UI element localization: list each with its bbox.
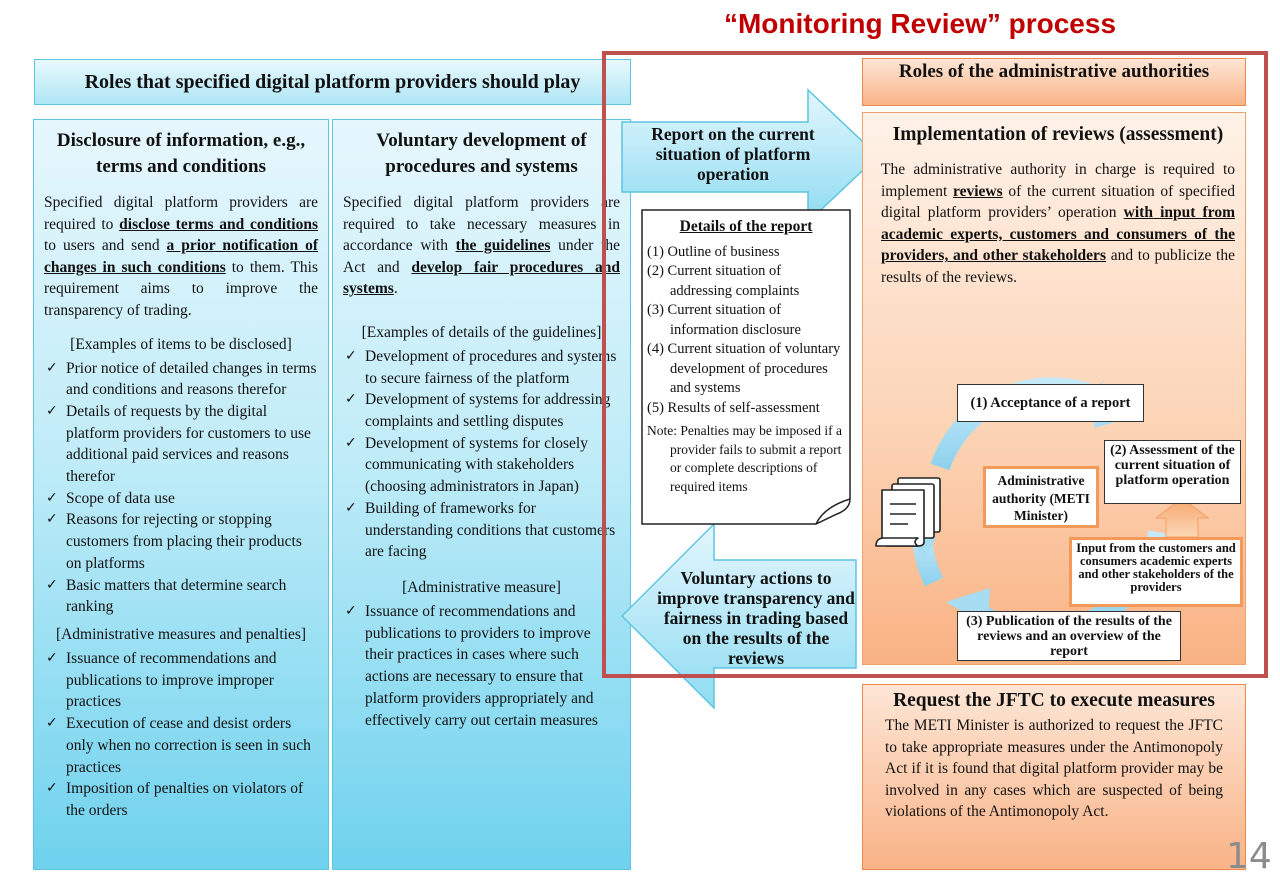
penalties-title: [Administrative measures and penalties] [55,626,307,643]
disclosure-examples-title: [Examples of items to be disclosed] [70,335,292,353]
reviews-description: The administrative authority in charge is required to implement reviews of the current situation of specified digital platform providers’ operation with input from academic experts, customers and consumers of the providers, and other stakeholders and to publicize the results of the reviews. [881,161,1235,286]
report-arrow-label: Report on the current situation of platform operation [651,124,815,184]
report-details-list [647,243,845,419]
list-item: (1) Outline of business [647,243,780,260]
document-stack-icon [876,478,940,546]
list-item: ✓ Development of procedures and systems to secure fairness of the platform [343,346,620,389]
list-item: ✓ Issuance of recommendations and publications to improve improper practices [44,648,318,713]
list-item: ✓ Building of frameworks for understanding conditions that customers are facing [343,498,620,563]
list-item: ✓ Basic matters that determine search ranking [44,575,318,618]
report-note: Note: Penalties may be imposed if a provider fails to submit a report or complete descriptions of required items [647,423,842,494]
list-item: ✓ Prior notice of detailed changes in terms and conditions and reasons therefor [44,358,318,401]
voluntary-development-description: Specified digital platform providers are required to take necessary measures in accordance with the guidelines under the Act and develop fair procedures and systems. [343,194,621,298]
list-item: ✓ Issuance of recommendations and publications to providers to improve their practices in cases where such actions are necessary to ensure that platform providers appropriately and effectively carry out certain measures [343,601,620,731]
report-details-title: Details of the report [679,218,813,235]
step-acceptance-report: (1) Acceptance of a report [957,384,1144,422]
jftc-request-title: Request the JFTC to execute measures [893,690,1215,711]
disclosure-title: Disclosure of information, e.g., terms and conditions [56,130,306,177]
jftc-request-panel [862,684,1246,870]
list-item: ✓ Scope of data use [44,488,318,510]
administrative-measure-title: [Administrative measure] [402,579,561,596]
voluntary-development-title: Voluntary development of procedures and systems [376,130,587,177]
list-item: ✓ Reasons for rejecting or stopping customers from placing their products on platforms [44,509,318,574]
list-item: ✓ Details of requests by the digital platform providers for customers to use additional paid services and reasons therefor [44,401,318,488]
list-item: (4) Current situation of voluntary development of procedures and systems [647,341,841,396]
voluntary-actions-arrow-label: Voluntary actions to improve transparency and fairness in trading based on the results of the reviews [657,568,855,668]
authorities-roles-header: Roles of the administrative authorities [862,58,1246,106]
page-number: 14 [1226,836,1272,877]
disclosure-description: Specified digital platform providers are required to disclose terms and conditions to users and send a prior notification of changes in such conditions to them. This requirement aims to improve the transparency of trading. [44,194,319,319]
step-publication: (3) Publication of the results of the reviews and an overview of the report [957,611,1181,661]
guidelines-examples-title: [Examples of details of the guidelines] [361,323,602,341]
stakeholder-input-box: Input from the customers and consumers academic experts and other stakeholders of the providers [1069,537,1243,607]
report-details [641,209,851,525]
list-item: (5) Results of self-assessment [647,399,820,416]
step-assessment: (2) Assessment of the current situation of platform operation [1104,440,1241,504]
list-item: (2) Current situation of addressing complaints [647,263,800,299]
reviews-title: Implementation of reviews (assessment) [892,124,1224,145]
list-item: ✓ Development of systems for addressing complaints and settling disputes [343,389,620,432]
page-title: “Monitoring Review” process [723,8,1117,39]
providers-roles-header: Roles that specified digital platform providers should play [34,59,631,105]
list-item: (3) Current situation of information disclosure [647,302,801,338]
list-item: ✓ Execution of cease and desist orders only when no correction is seen in such practices [44,713,318,778]
list-item: ✓ Imposition of penalties on violators of the orders [44,778,318,821]
list-item: ✓ Development of systems for closely communicating with stakeholders (choosing administrators in Japan) [343,433,620,498]
jftc-request-description: The METI Minister is authorized to request the JFTC to take appropriate measures under the Antimonopoly Act if it is found that digital platform provider may be involved in any cases which are suspected of being violations of the Antimonopoly Act. [885,717,1223,821]
administrative-authority-box: Administrative authority (METI Minister) [983,466,1099,528]
